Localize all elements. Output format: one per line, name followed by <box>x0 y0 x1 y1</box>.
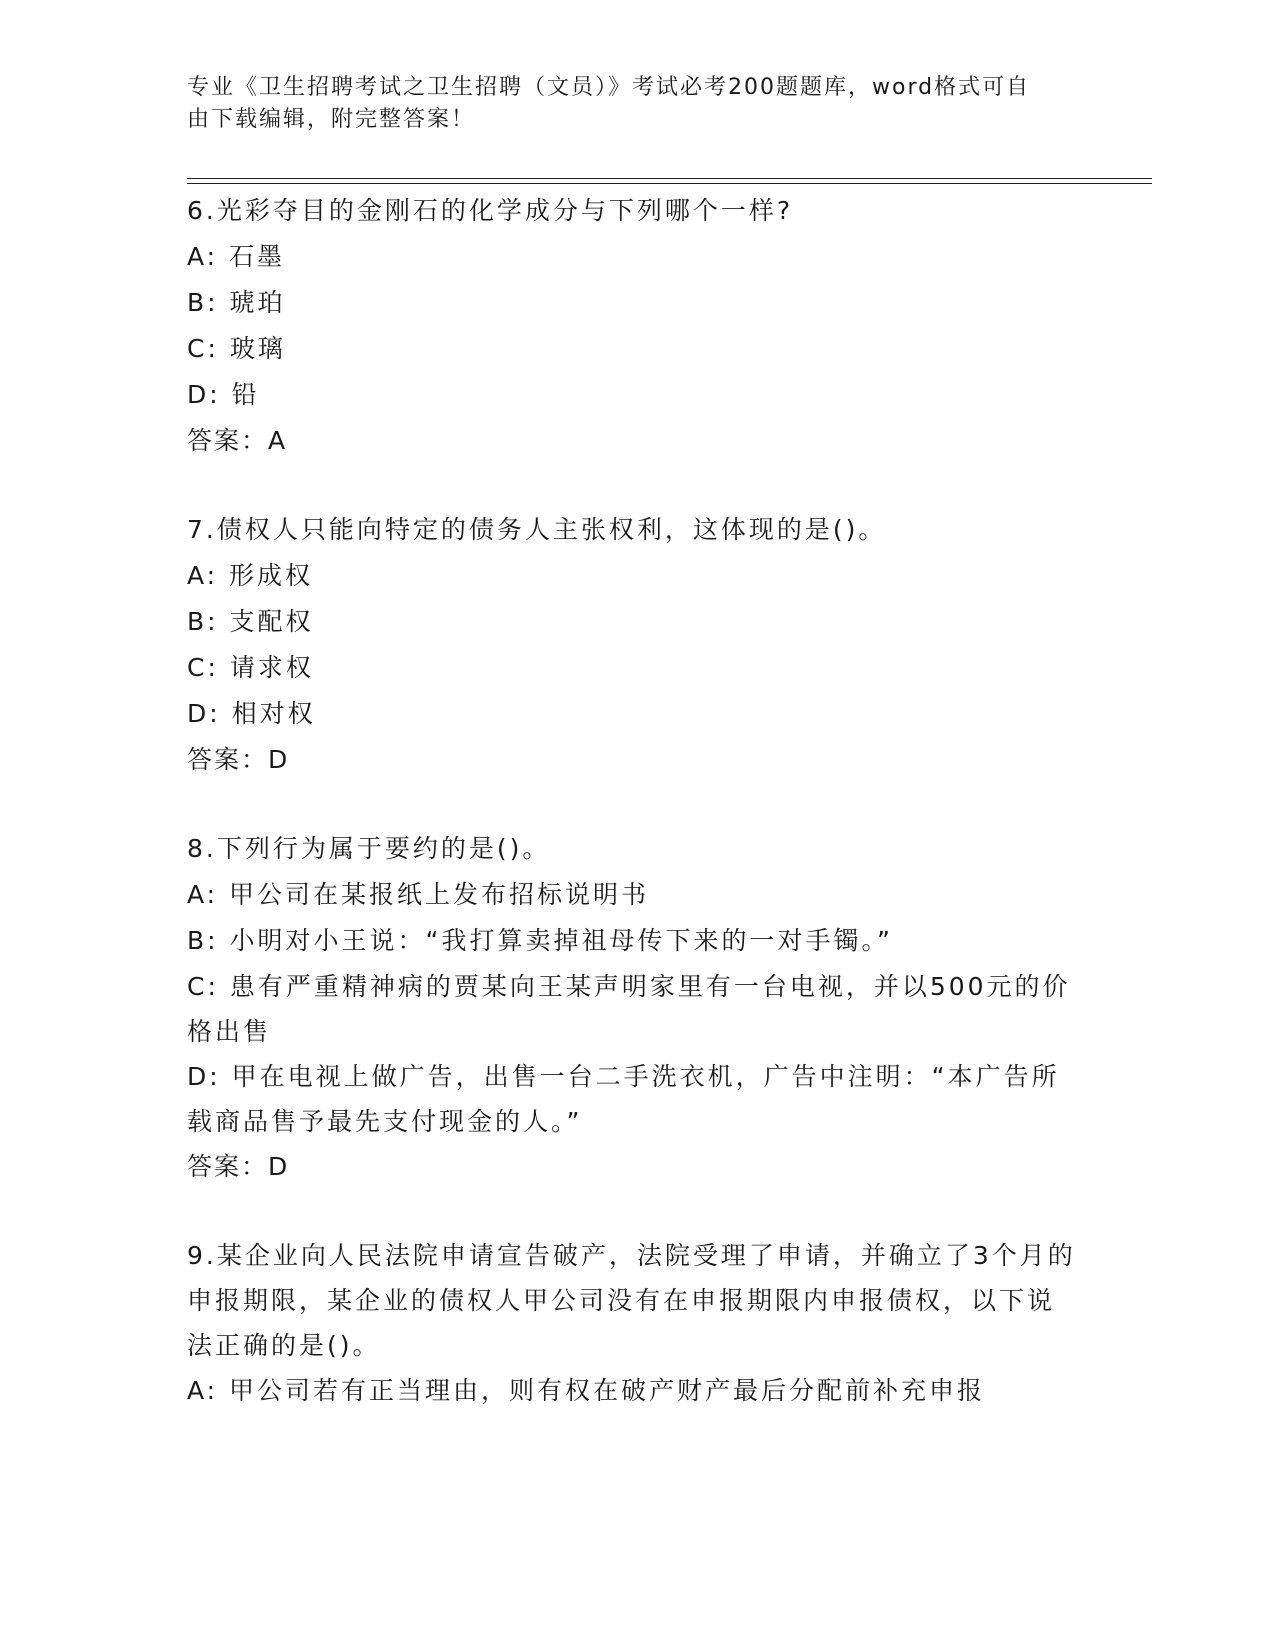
answer-label: 答案：D <box>187 1152 290 1181</box>
option-a: A: 形成权 <box>187 561 314 590</box>
option-d: D: 铅 <box>187 380 260 409</box>
option-b: B: 支配权 <box>187 607 314 636</box>
option-d: D: 甲在电视上做广告，出售一台二手洗衣机，广告中注明：“本广告所载商品售予最先支付现金的人。” <box>187 1062 1060 1136</box>
option-a: A: 甲公司在某报纸上发布招标说明书 <box>187 880 650 909</box>
option-a: A: 石墨 <box>187 242 286 271</box>
answer-label: 答案：A <box>187 426 288 455</box>
header-divider-top <box>187 178 1152 179</box>
answer-label: 答案：D <box>187 745 290 774</box>
option-a: A: 甲公司若有正当理由，则有权在破产财产最后分配前补充申报 <box>187 1376 986 1405</box>
question-6 <box>187 188 1087 464</box>
option-b: B: 小明对小王说：“我打算卖掉祖母传下来的一对手镯。” <box>187 926 893 955</box>
document-header <box>187 72 1087 136</box>
header-divider-bottom <box>187 183 1152 184</box>
question-stem: 8.下列行为属于要约的是()。 <box>187 834 551 863</box>
question-stem: 9.某企业向人民法院申请宣告破产，法院受理了申请，并确立了3个月的申报期限，某企业的债权人甲公司没有在申报期限内申报债权，以下说法正确的是()。 <box>187 1241 1076 1360</box>
option-d: D: 相对权 <box>187 699 316 728</box>
question-list <box>187 188 1087 1414</box>
option-c: C: 请求权 <box>187 653 314 682</box>
question-stem: 6.光彩夺目的金刚石的化学成分与下列哪个一样? <box>187 196 794 225</box>
header-line-2: 由下载编辑，附完整答案！ <box>187 107 476 132</box>
question-7 <box>187 507 1087 783</box>
question-stem: 7.债权人只能向特定的债务人主张权利，这体现的是()。 <box>187 515 887 544</box>
option-c: C: 玻璃 <box>187 334 286 363</box>
question-8 <box>187 826 1087 1190</box>
option-c: C: 患有严重精神病的贾某向王某声明家里有一台电视，并以500元的价格出售 <box>187 972 1071 1046</box>
question-9 <box>187 1233 1087 1414</box>
option-b: B: 琥珀 <box>187 288 286 317</box>
header-line-1: 专业《卫生招聘考试之卫生招聘（文员）》考试必考200题题库，word格式可自 <box>187 75 1031 100</box>
